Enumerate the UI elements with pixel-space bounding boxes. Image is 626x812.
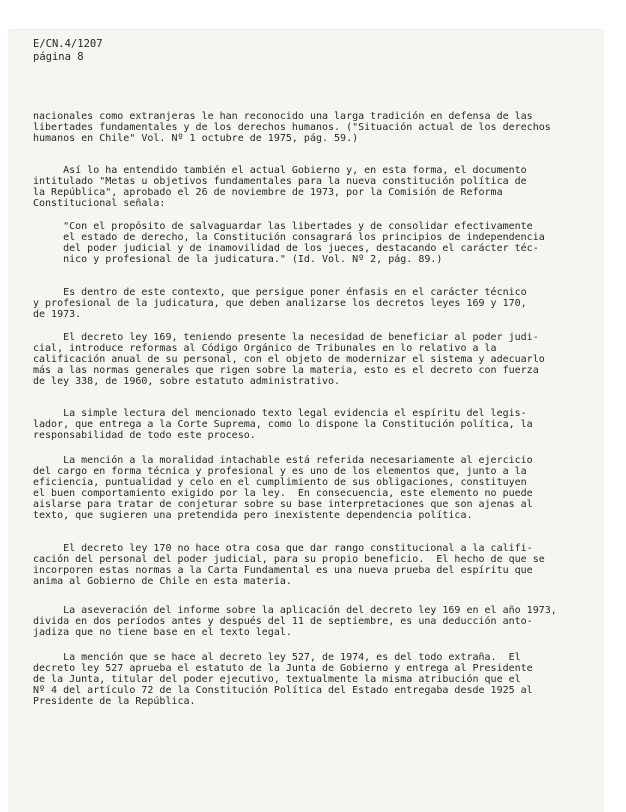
paragraph-line: jadiza que no tiene base en el texto legal.	[33, 627, 292, 638]
page-number: página 8	[33, 51, 84, 63]
paragraph-9	[33, 605, 557, 638]
paragraph-line: del cargo en forma técnica y profesional y es uno de los elementos que, junto a la	[33, 466, 527, 477]
paragraph-line: del poder judicial y de inamovilidad de los jueces, destacando el carácter téc-	[33, 243, 539, 254]
paragraph-5	[33, 332, 545, 387]
paragraph-line: La simple lectura del mencionado texto legal evidencia el espíritu del legis-	[33, 408, 527, 419]
paragraph-line: Es dentro de este contexto, que persigue poner énfasis en el carácter técnico	[33, 287, 527, 298]
paragraph-7	[33, 455, 533, 521]
paragraph-line: La mención a la moralidad intachable está referida necesariamente al ejercicio	[33, 455, 533, 466]
paragraph-line: eficiencia, puntualidad y celo en el cumplimiento de sus obligaciones, constituyen	[33, 477, 527, 488]
paragraph-line: incorporen estas normas a la Carta Fundamental es una nueva prueba del espíritu que	[33, 565, 533, 576]
paragraph-line: la República", aprobado el 26 de noviembre de 1973, por la Comisión de Reforma	[33, 187, 503, 198]
document-header	[33, 38, 103, 64]
paragraph-line: responsabilidad de todo este proceso.	[33, 430, 256, 441]
paragraph-line: Constitucional señala:	[33, 198, 166, 209]
paragraph-line: humanos en Chile" Vol. Nº 1 octubre de 1975, pág. 59.)	[33, 133, 359, 144]
paragraph-line: La mención que se hace al decreto ley 527, de 1974, es del todo extraña. El	[33, 652, 521, 663]
paragraph-line: calificación anual de su personal, con el objeto de modernizar el sistema y adecuarlo	[33, 354, 545, 365]
paragraph-line: texto, que sugieren una pretendida pero inexistente dependencia política.	[33, 510, 473, 521]
paragraph-line: El decreto ley 170 no hace otra cosa que dar rango constitucional a la califi-	[33, 543, 533, 554]
paragraph-line: de ley 338, de 1960, sobre estatuto administrativo.	[33, 376, 341, 387]
paragraph-line: decreto ley 527 aprueba el estatuto de la Junta de Gobierno y entrega al Presidente	[33, 663, 533, 674]
paragraph-6	[33, 408, 533, 441]
paragraph-3-quotation	[33, 221, 545, 265]
paragraph-line: Presidente de la República.	[33, 696, 196, 707]
document-reference: E/CN.4/1207	[33, 38, 103, 50]
paragraph-line: intitulado "Metas u objetivos fundamentales para la nueva constitución política de	[33, 176, 527, 187]
paragraph-line: nico y profesional de la judicatura." (Id. Vol. Nº 2, pág. 89.)	[33, 254, 443, 265]
paragraph-line: Nº 4 del artículo 72 de la Constitución Política del Estado entregaba desde 1925 al	[33, 685, 533, 696]
paragraph-line: El decreto ley 169, teniendo presente la necesidad de beneficiar al poder judi-	[33, 332, 539, 343]
paragraph-2	[33, 165, 527, 209]
paragraph-line: de la Junta, titular del poder ejecutivo, textualmente la misma atribución que el	[33, 674, 521, 685]
paragraph-line: cación del personal del poder judicial, para su propio beneficio. El hecho de que se	[33, 554, 545, 565]
paragraph-line: cial, introduce reformas al Código Orgánico de Tribunales en lo relativo a la	[33, 343, 497, 354]
paragraph-line: lador, que entrega a la Corte Suprema, como lo dispone la Constitución política, la	[33, 419, 533, 430]
paragraph-4	[33, 287, 527, 320]
paragraph-line: La aseveración del informe sobre la aplicación del decreto ley 169 en el año 1973,	[33, 605, 557, 616]
paragraph-line: anima al Gobierno de Chile en esta materia.	[33, 576, 292, 587]
paragraph-line: más a las normas generales que rigen sobre la materia, esto es el decreto con fuerza	[33, 365, 539, 376]
paragraph-line: el buen comportamiento exigido por la ley. En consecuencia, este elemento no puede	[33, 488, 533, 499]
paragraph-line: el estado de derecho, la Constitución consagrará los principios de independencia	[33, 232, 545, 243]
paragraph-line: de 1973.	[33, 309, 82, 320]
paragraph-line: divida en dos períodos antes y después del 11 de septiembre, es una deducción anto-	[33, 616, 533, 627]
paragraph-line: y profesional de la judicatura, que deben analizarse los decretos leyes 169 y 170,	[33, 298, 527, 309]
paragraph-line: aislarse para tratar de conjeturar sobre su base interpretaciones que son ajenas al	[33, 499, 533, 510]
paragraph-10	[33, 652, 533, 707]
paragraph-8	[33, 543, 545, 587]
paragraph-line: libertades fundamentales y de los derechos humanos. ("Situación actual de los derechos	[33, 122, 551, 133]
paragraph-1	[33, 111, 551, 144]
paragraph-line: Así lo ha entendido también el actual Gobierno y, en esta forma, el documento	[33, 165, 527, 176]
paragraph-line: nacionales como extranjeras le han reconocido una larga tradición en defensa de las	[33, 111, 533, 122]
paragraph-line: "Con el propósito de salvaguardar las libertades y de consolidar efectivamente	[33, 221, 533, 232]
